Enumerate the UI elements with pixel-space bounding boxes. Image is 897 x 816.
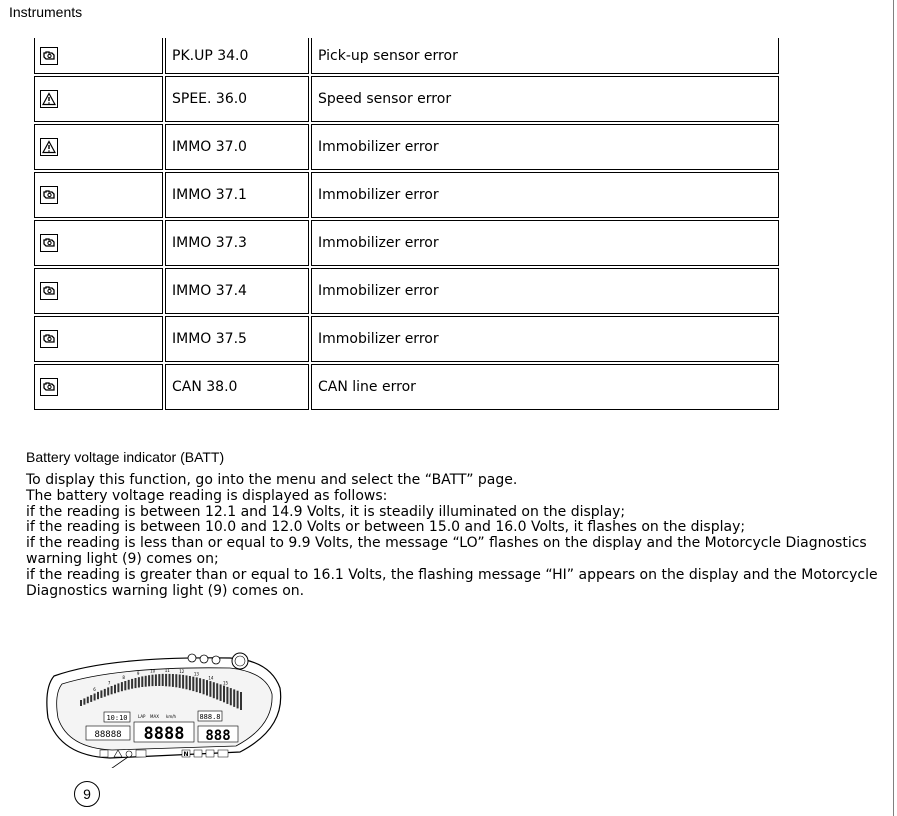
tach-bar — [117, 683, 119, 692]
lap-label: LAP — [138, 714, 146, 719]
table-row — [34, 268, 779, 314]
tach-bar — [230, 688, 232, 705]
tach-bar — [145, 676, 147, 687]
tach-bar — [169, 674, 171, 687]
tach-bar — [148, 675, 150, 686]
tach-bar — [155, 674, 157, 686]
error-description: Immobilizer error — [311, 172, 779, 218]
table-row — [34, 38, 779, 74]
error-description: Speed sensor error — [311, 76, 779, 122]
engine-icon — [40, 186, 58, 204]
icon-cell — [34, 172, 163, 218]
error-description: CAN line error — [311, 364, 779, 410]
error-code: IMMO 37.0 — [165, 124, 309, 170]
page-header: Instruments — [9, 4, 83, 20]
tach-bar — [240, 692, 242, 710]
engine-icon — [40, 378, 58, 396]
icon-cell — [34, 364, 163, 410]
indicator-icon — [100, 750, 108, 757]
error-code-table — [32, 36, 781, 412]
tach-scale-label: 12 — [179, 668, 185, 674]
tach-bar — [189, 676, 191, 690]
tach-scale-label: 11 — [164, 667, 170, 673]
tach-bar — [206, 680, 208, 695]
tach-scale-label: 15 — [222, 680, 229, 686]
tach-bar — [100, 690, 102, 698]
tach-bar — [97, 692, 99, 699]
kmh-label: km/h — [166, 714, 177, 719]
engine-icon — [40, 282, 58, 300]
callout-9: 9 — [74, 781, 100, 807]
table-row — [34, 172, 779, 218]
lcd-speed: 888 — [205, 728, 231, 744]
body-line: To display this function, go into the menu and select the “BATT” page. — [26, 472, 518, 488]
error-code: PK.UP 34.0 — [165, 38, 309, 74]
tach-bar — [124, 681, 126, 690]
engine-diagnostics-icon — [126, 751, 132, 757]
tach-bar — [111, 686, 113, 694]
tach-scale-label: 13 — [193, 671, 199, 677]
indicator-icon — [218, 750, 228, 757]
tach-bar — [213, 682, 215, 698]
tach-bar — [138, 677, 140, 687]
gear-indicator: N — [183, 751, 189, 758]
error-code: IMMO 37.1 — [165, 172, 309, 218]
engine-icon — [40, 47, 58, 65]
tach-bar — [223, 686, 225, 703]
lcd-main: 8888 — [143, 724, 185, 744]
tach-bar — [186, 675, 188, 689]
tach-scale-label: 6 — [93, 687, 96, 693]
tach-bar — [196, 677, 198, 692]
body-line: if the reading is less than or equal to 9.9 Volts, the message “LO” flashes on the display and the Motorcycle Diagnostics warning light (9) comes on; — [26, 535, 867, 567]
icon-cell — [34, 38, 163, 74]
icon-cell — [34, 316, 163, 362]
tach-bar — [90, 695, 92, 702]
tach-bar — [152, 675, 154, 686]
icon-cell — [34, 268, 163, 314]
tach-bar — [237, 691, 239, 709]
tach-bar — [121, 682, 123, 691]
engine-icon — [40, 330, 58, 348]
indicator-icon — [194, 750, 202, 757]
tach-bar — [94, 694, 96, 701]
error-description: Immobilizer error — [311, 124, 779, 170]
error-description: Immobilizer error — [311, 316, 779, 362]
button-icon — [212, 656, 220, 664]
tach-bar — [83, 698, 85, 704]
button-icon — [188, 654, 196, 662]
tach-bar — [107, 687, 109, 695]
table-row — [34, 364, 779, 410]
error-description: Immobilizer error — [311, 268, 779, 314]
error-description: Immobilizer error — [311, 220, 779, 266]
tach-bar — [114, 685, 116, 694]
tach-bar — [162, 674, 164, 686]
warning-triangle-icon — [40, 138, 58, 156]
tach-bar — [172, 674, 174, 687]
table-row — [34, 220, 779, 266]
error-code: SPEE. 36.0 — [165, 76, 309, 122]
body-line: The battery voltage reading is displayed as follows: — [26, 487, 388, 504]
error-code: IMMO 37.4 — [165, 268, 309, 314]
tach-bar — [87, 697, 89, 704]
tach-bar — [209, 681, 211, 697]
tach-bar — [80, 700, 82, 706]
tach-bar — [131, 679, 133, 689]
icon-cell — [34, 76, 163, 122]
section-body — [26, 473, 886, 599]
body-line: if the reading is greater than or equal to 16.1 Volts, the flashing message “HI” appears on the display and the Motorcycle Diagnostics warning light (9) comes on. — [26, 566, 878, 599]
tach-bar — [220, 684, 222, 701]
table-row — [34, 124, 779, 170]
tach-bar — [192, 677, 194, 691]
button-icon — [200, 655, 208, 663]
lcd-odometer: 88888 — [94, 730, 122, 740]
tach-bar — [182, 675, 184, 689]
dashboard-figure — [40, 648, 290, 768]
engine-icon — [40, 234, 58, 252]
section-title: Battery voltage indicator (BATT) — [26, 449, 225, 465]
tach-bar — [165, 674, 167, 686]
icon-cell — [34, 220, 163, 266]
tach-bar — [175, 674, 177, 687]
warning-triangle-icon — [40, 90, 58, 108]
indicator-icon — [136, 750, 146, 757]
tach-scale-label: 9 — [136, 671, 140, 677]
error-code: CAN 38.0 — [165, 364, 309, 410]
tach-bar — [203, 679, 205, 694]
tach-bar — [199, 678, 201, 693]
error-code: IMMO 37.5 — [165, 316, 309, 362]
error-code: IMMO 37.3 — [165, 220, 309, 266]
table-row — [34, 76, 779, 122]
tach-bar — [216, 683, 218, 699]
table-row — [34, 316, 779, 362]
body-line: if the reading is between 10.0 and 12.0 Volts or between 15.0 and 16.0 Volts, it flashes on the display; — [26, 519, 746, 536]
tach-bar — [135, 678, 137, 688]
tach-bar — [141, 676, 143, 687]
icon-cell — [34, 124, 163, 170]
tach-scale-label: 7 — [107, 680, 111, 686]
error-description: Pick-up sensor error — [311, 38, 779, 74]
lcd-clock: 10:10 — [106, 714, 128, 722]
tach-bar — [158, 674, 160, 686]
tach-bar — [104, 689, 106, 697]
knob-icon — [232, 653, 248, 669]
tach-bar — [233, 689, 235, 707]
tach-scale-label: 8 — [122, 675, 125, 681]
tach-bar — [226, 687, 228, 704]
lcd-temp: 888.8 — [199, 713, 221, 721]
indicator-icon — [206, 750, 214, 757]
tach-bar — [179, 675, 181, 688]
tach-bar — [128, 680, 130, 690]
body-line: if the reading is between 12.1 and 14.9 Volts, it is steadily illuminated on the display; — [26, 503, 626, 520]
tach-scale-label: 10 — [150, 668, 156, 674]
tach-scale-label: 14 — [208, 675, 214, 681]
max-label: MAX — [150, 714, 159, 719]
